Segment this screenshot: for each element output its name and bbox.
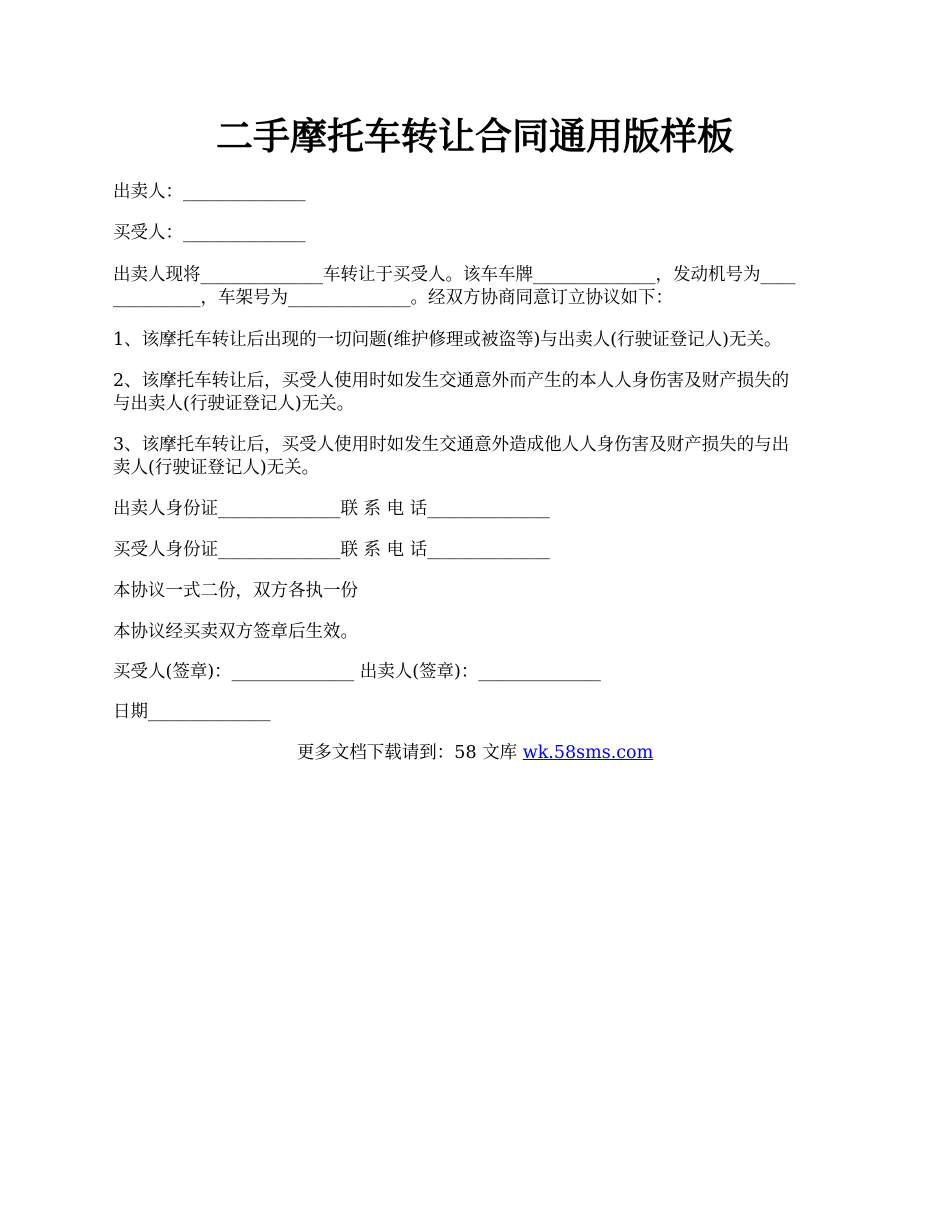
intro-paragraph-line-2: __________，车架号为______________。经双方协商同意订立协议如下： (113, 288, 673, 308)
document-title: 二手摩托车转让合同通用版样板 (216, 114, 734, 158)
signature-line: 买受人(签章)：______________ 出卖人(签章)：______________ (113, 662, 601, 682)
footer-text: 更多文档下载请到：58 文库 (296, 743, 523, 763)
buyer-line: 买受人：______________ (113, 223, 306, 243)
footer (0, 740, 950, 766)
footer-link[interactable]: wk.58sms.com (522, 743, 654, 763)
intro-paragraph-line-1: 出卖人现将______________车转让于买受人。该车车牌______________，发动机号为____ (113, 265, 796, 285)
clause-1: 1、该摩托车转让后出现的一切问题(维护修理或被盗等)与出卖人(行驶证登记人)无关。 (113, 330, 782, 350)
effective-line: 本协议经买卖双方签章后生效。 (113, 622, 358, 642)
copies-line: 本协议一式二份，双方各执一份 (113, 581, 358, 601)
date-line: 日期______________ (113, 702, 271, 722)
clause-2-line-2: 与出卖人(行驶证登记人)无关。 (113, 394, 355, 414)
seller-line: 出卖人：______________ (113, 182, 306, 202)
clause-3-line-2: 卖人(行驶证登记人)无关。 (113, 458, 320, 478)
clause-3-line-1: 3、该摩托车转让后，买受人使用时如发生交通意外造成他人人身伤害及财产损失的与出 (113, 435, 790, 455)
clause-2-line-1: 2、该摩托车转让后，买受人使用时如发生交通意外而产生的本人人身伤害及财产损失的 (113, 371, 790, 391)
seller-id-line: 出卖人身份证______________联 系 电 话______________ (113, 499, 550, 519)
buyer-id-line: 买受人身份证______________联 系 电 话______________ (113, 540, 550, 560)
